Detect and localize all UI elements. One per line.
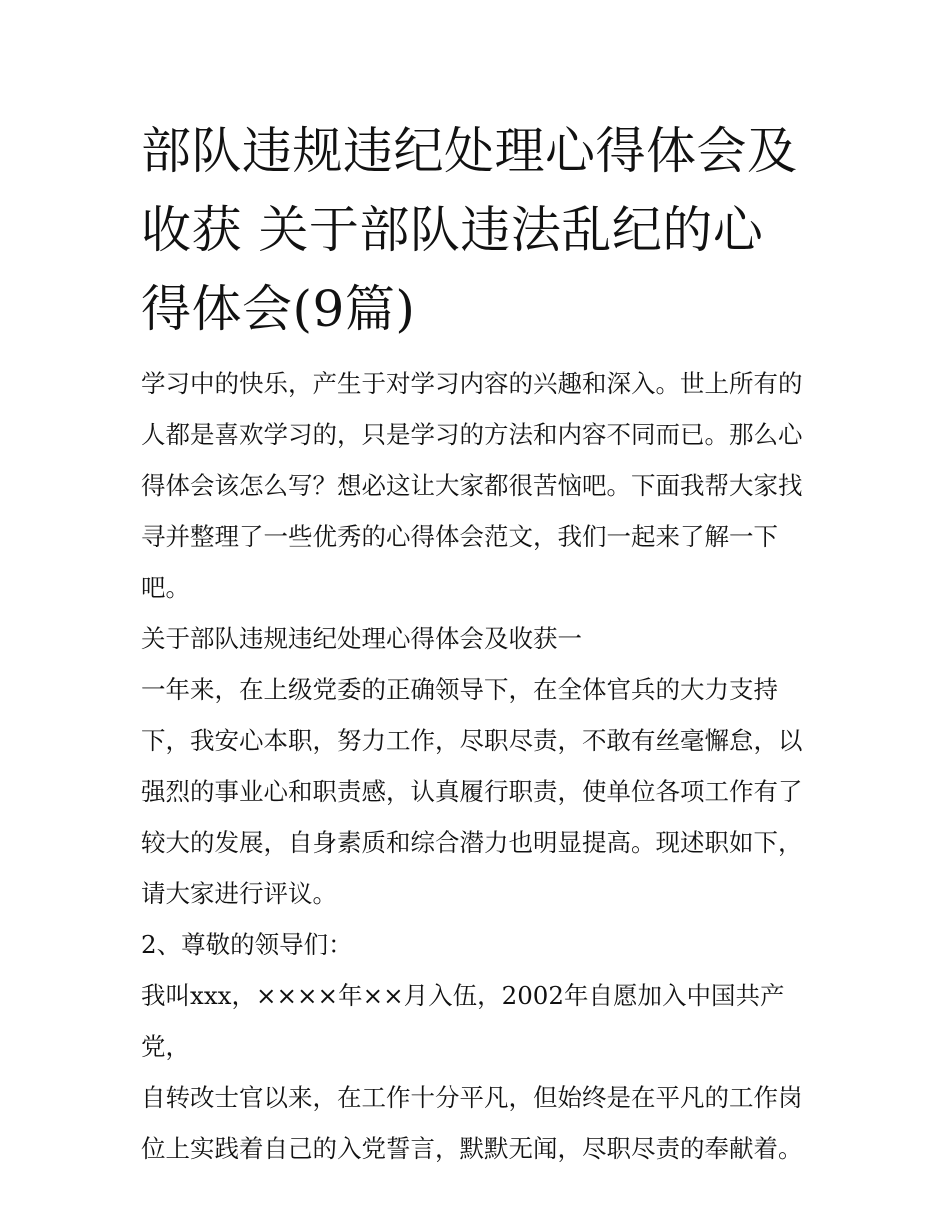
document-body (141, 358, 813, 1174)
body-paragraph: 自转改士官以来，在工作十分平凡，但始终是在平凡的工作岗位上实践着自己的入党誓言，默默无闻，尽职尽责的奉献着。 (141, 1083, 803, 1163)
body-paragraph: 一年来，在上级党委的正确领导下，在全体官兵的大力支持下，我安心本职，努力工作，尽职尽责，不敢有丝毫懈怠，以强烈的事业心和职责感，认真履行职责，使单位各项工作有了较大的发展，自身素质和综合潜力也明显提高。现述职如下，请大家进行评议。 (141, 675, 803, 908)
document-title: 部队违规违纪处理心得体会及收获 关于部队违法乱纪的心得体会(9篇) (141, 122, 798, 338)
section-heading: 关于部队违规违纪处理心得体会及收获一 (141, 624, 582, 653)
body-paragraph: 我叫xxx，××××年××月入伍，2002年自愿加入中国共产党， (141, 981, 785, 1061)
document-content (141, 112, 813, 1174)
salutation-line: 2、尊敬的领导们： (141, 930, 353, 959)
intro-paragraph: 学习中的快乐，产生于对学习内容的兴趣和深入。世上所有的人都是喜欢学习的，只是学习的方法和内容不同而已。那么心得体会该怎么写？想必这让大家都很苦恼吧。下面我帮大家找寻并整理了一些优秀的心得体会范文，我们一起来了解一下吧。 (141, 369, 803, 602)
